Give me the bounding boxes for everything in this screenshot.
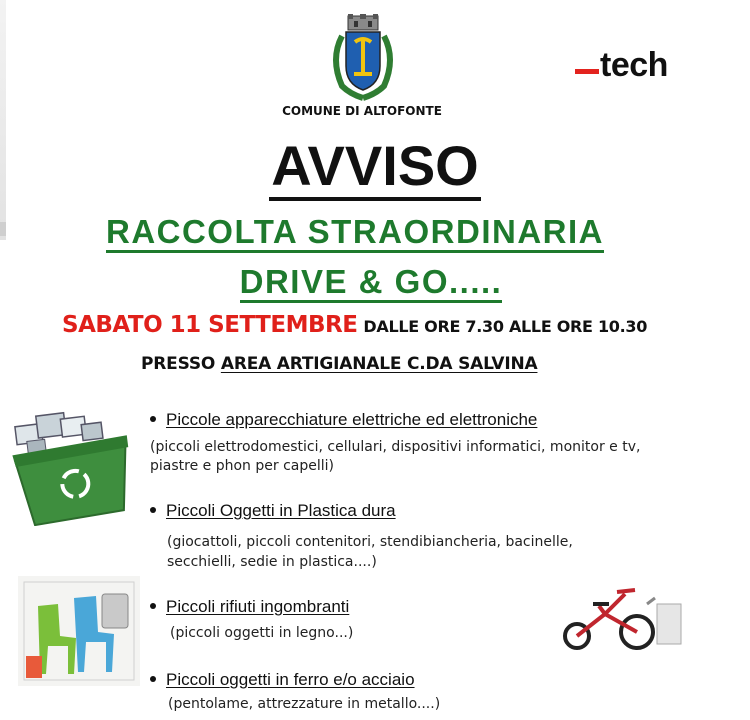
bullet-icon bbox=[150, 416, 156, 422]
event-date: SABATO 11 SETTEMBRE bbox=[62, 312, 358, 338]
item-title: Piccoli rifiuti ingombranti bbox=[150, 597, 349, 617]
commune-name: COMUNE DI ALTOFONTE bbox=[282, 104, 442, 118]
item-title: Piccole apparecchiature elettriche ed elettroniche bbox=[150, 410, 537, 430]
place-line bbox=[141, 354, 537, 374]
item-desc-line: piastre e phon per capelli) bbox=[150, 458, 334, 474]
side-edge-tab bbox=[0, 0, 6, 240]
partner-logo-text: tech bbox=[600, 46, 668, 84]
event-hours: DALLE ORE 7.30 ALLE ORE 10.30 bbox=[363, 317, 648, 336]
item-title: Piccoli Oggetti in Plastica dura bbox=[150, 501, 396, 521]
notice-subtitle-2: DRIVE & GO..... bbox=[0, 262, 746, 302]
item-desc-line: secchielli, sedie in plastica....) bbox=[167, 554, 377, 570]
plastic-chairs-icon bbox=[18, 576, 140, 686]
bullet-icon bbox=[150, 603, 156, 609]
partner-logo bbox=[575, 46, 668, 84]
coat-of-arms-icon bbox=[328, 14, 398, 102]
place-name: AREA ARTIGIANALE C.DA SALVINA bbox=[220, 354, 538, 374]
bullet-icon bbox=[150, 676, 156, 682]
item-desc-line: (piccoli elettrodomestici, cellulari, dispositivi informatici, monitor e tv, bbox=[150, 439, 641, 455]
notice-subtitle-1: RACCOLTA STRAORDINARIA bbox=[0, 212, 730, 252]
item-desc-line: (pentolame, attrezzature in metallo....) bbox=[168, 696, 441, 712]
place-prefix: PRESSO bbox=[141, 354, 216, 374]
bullet-icon bbox=[150, 507, 156, 513]
date-line bbox=[62, 312, 647, 338]
electronic-waste-bin-icon bbox=[12, 404, 134, 526]
item-title: Piccoli oggetti in ferro e/o acciaio bbox=[150, 670, 415, 690]
tricycle-icon bbox=[555, 574, 685, 652]
item-desc-line: (piccoli oggetti in legno...) bbox=[170, 625, 354, 641]
logo-accent-bar bbox=[575, 69, 599, 74]
item-desc-line: (giocattoli, piccoli contenitori, stendibiancheria, bacinelle, bbox=[167, 534, 573, 550]
notice-title: AVVISO bbox=[0, 136, 750, 196]
